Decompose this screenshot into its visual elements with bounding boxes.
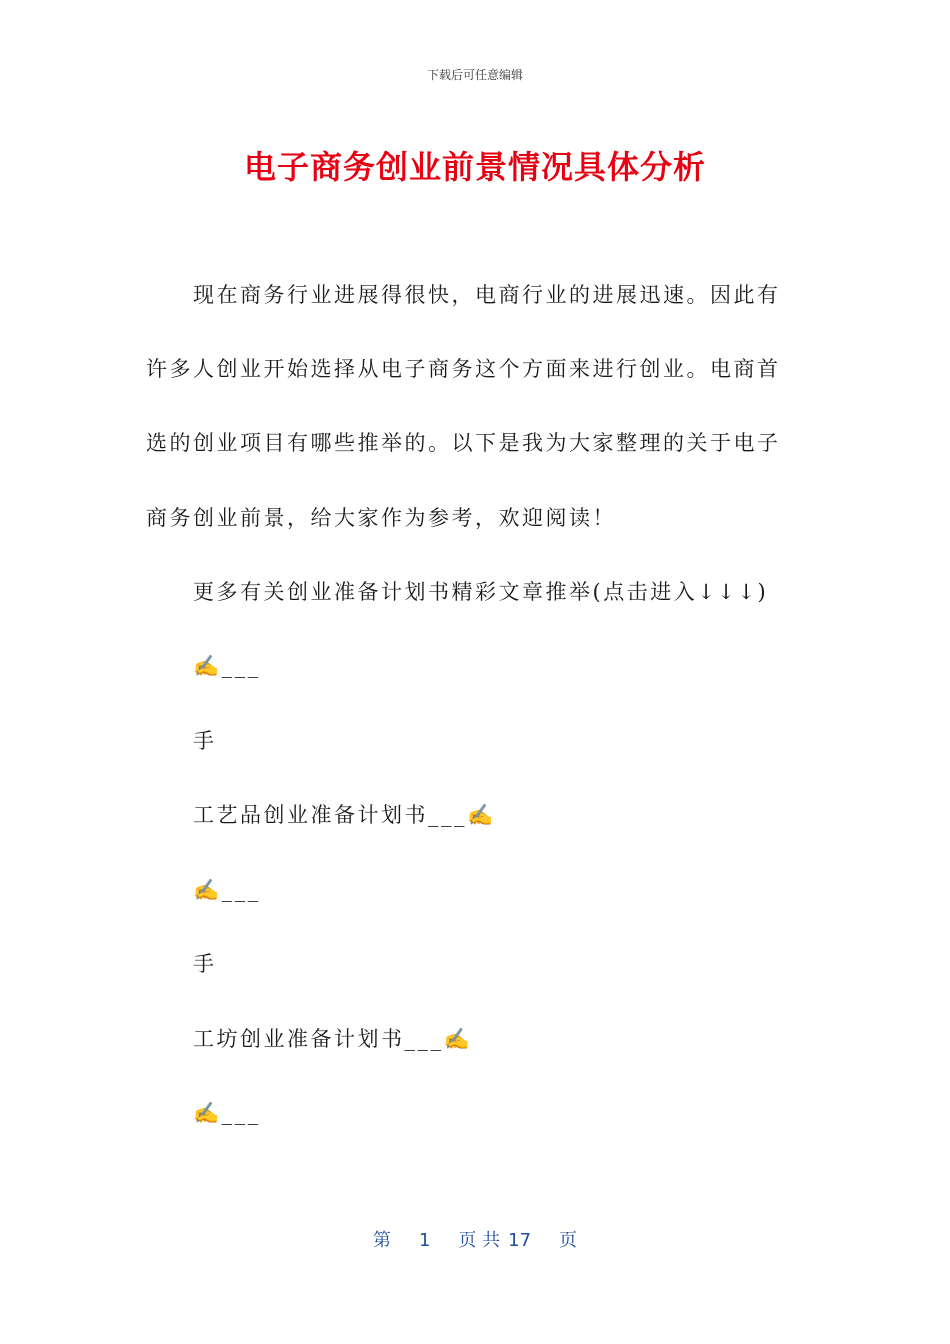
writing-hand-icon: ✍ [193, 878, 222, 902]
link-item[interactable] [193, 880, 837, 901]
paragraph-line-3: 选的创业项目有哪些推举的。以下是我为大家整理的关于电子 [146, 431, 781, 455]
link-item[interactable] [193, 954, 837, 975]
header-note: 下载后可任意编辑 [426, 68, 523, 82]
paragraph-line-2: 许多人创业开始选择从电子商务这个方面来进行创业。电商首 [146, 357, 781, 381]
document-title: 电子商务创业前景情况具体分析 [243, 148, 706, 186]
more-articles-line: 更多有关创业准备计划书精彩文章推举(点击进入↓↓↓) [193, 580, 769, 604]
link-text: ___ [221, 654, 261, 678]
link-item[interactable] [193, 1103, 837, 1124]
footer-total-pages: 17 [508, 1230, 532, 1251]
link-item[interactable] [193, 656, 837, 677]
link-item[interactable] [193, 1029, 837, 1050]
footer-label-of: 页 共 [458, 1230, 501, 1251]
link-text: 手 [193, 952, 217, 976]
writing-hand-icon: ✍ [193, 1101, 222, 1125]
page-footer [0, 1226, 950, 1252]
paragraph-line-1: 现在商务行业进展得很快，电商行业的进展迅速。因此有 [193, 283, 781, 307]
paragraph-line-4: 商务创业前景，给大家作为参考，欢迎阅读！ [146, 506, 616, 530]
link-text: ___ [221, 1101, 261, 1125]
link-text: 手 [193, 729, 217, 753]
footer-label-pages: 页 [559, 1230, 578, 1251]
link-text: 工艺品创业准备计划书___✍ [193, 803, 496, 827]
writing-hand-icon: ✍ [193, 654, 222, 678]
link-text: ___ [221, 878, 261, 902]
footer-label-page: 第 [372, 1230, 391, 1251]
link-text: 工坊创业准备计划书___✍ [193, 1027, 473, 1051]
link-item[interactable] [193, 731, 837, 752]
footer-current-page: 1 [418, 1230, 431, 1251]
link-item[interactable] [193, 805, 837, 826]
